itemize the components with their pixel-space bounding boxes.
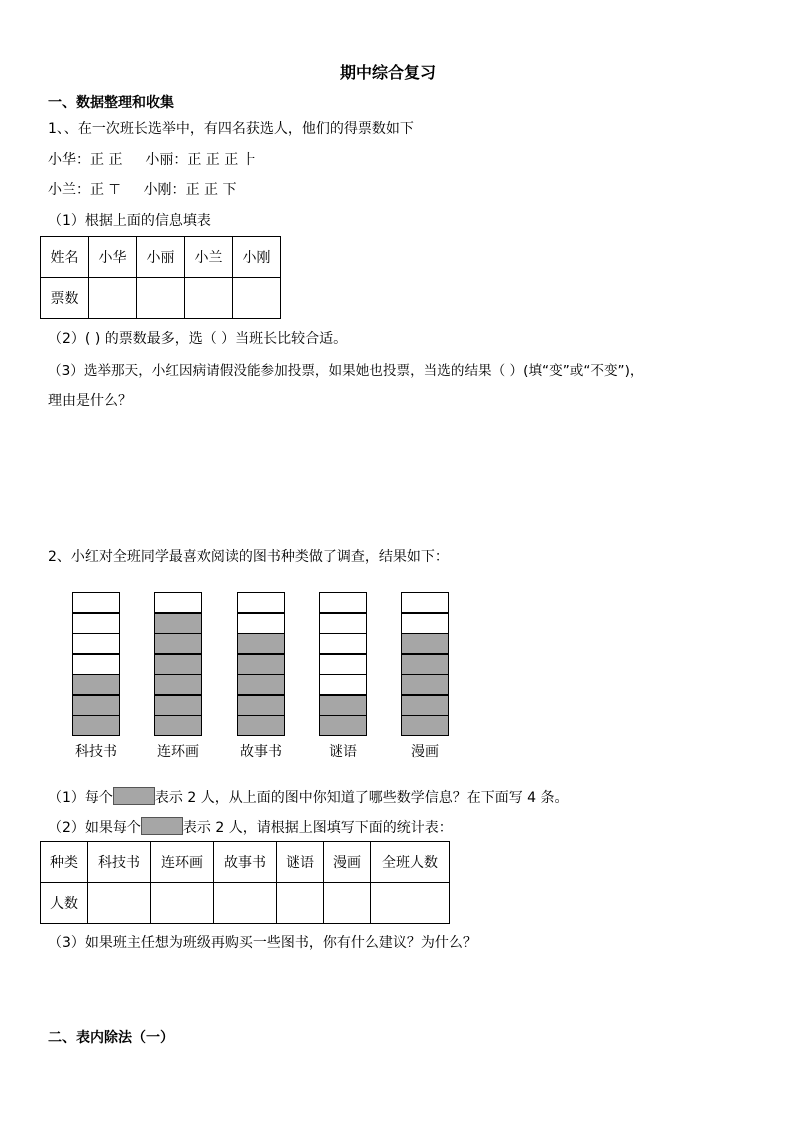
chart-bar-block-filled [154,695,202,716]
chart-bar-block-filled [237,674,285,695]
q2-part1 [48,787,569,807]
q2-part2-suffix: 表示 2 人，请根据上图填写下面的统计表： [182,820,453,836]
section-heading-1: 一、数据整理和收集 [48,95,174,111]
table-header-cell: 谜语 [277,842,324,883]
chart-bar-block-empty [237,613,285,634]
tally-marks: 正 正 下 [185,182,237,198]
answer-cell[interactable] [151,883,214,924]
chart-bar-block-filled [154,613,202,634]
chart-bar-block-empty [154,592,202,613]
q1-part1: （1）根据上面的信息填表 [48,213,211,229]
vote-table [40,236,281,319]
chart-bar-block-filled [319,715,367,736]
chart-bar-block-filled [154,674,202,695]
chart-bar-block-empty [72,592,120,613]
chart-bar-block-filled [401,654,449,675]
chart-bar-block-filled [237,715,285,736]
answer-cell[interactable] [214,883,277,924]
chart-bar-block-filled [72,695,120,716]
answer-cell[interactable] [371,883,450,924]
q2-part1-prefix: （1）每个 [48,790,113,806]
tally-marks: 正 正 正 ⺊ [187,152,257,168]
answer-cell[interactable] [137,278,185,319]
chart-bar-block-empty [401,592,449,613]
table-header-cell: 小兰 [185,237,233,278]
tally-marks: 正 ⊤ [90,182,121,198]
book-stats-table [40,841,450,924]
chart-bar-block-filled [237,695,285,716]
chart-bar-block-filled [154,633,202,654]
candidate-name: 小刚： [143,182,186,198]
answer-cell[interactable] [185,278,233,319]
chart-bar-block-filled [319,695,367,716]
q2-part1-suffix: 表示 2 人，从上面的图中你知道了哪些数学信息？在下面写 4 条。 [154,790,569,806]
chart-column [154,592,202,737]
answer-cell[interactable] [88,883,151,924]
chart-bar-block-empty [319,633,367,654]
chart-bar-block-empty [72,613,120,634]
chart-bar-block-filled [401,715,449,736]
chart-bar-block-filled [237,633,285,654]
chart-category-label: 漫画 [411,744,439,760]
chart-column [72,592,120,737]
table-header-cell: 全班人数 [371,842,450,883]
shaded-square-icon [141,817,183,835]
q1-part3: （3）选举那天，小红因病请假没能参加投票，如果她也投票，当选的结果（ ）(填“变”或“不变”)， [48,363,644,379]
table-header-cell: 姓名 [41,237,89,278]
table-header-cell: 小华 [89,237,137,278]
answer-cell[interactable] [89,278,137,319]
chart-category-label: 连环画 [157,744,199,760]
chart-bar-block-empty [319,654,367,675]
chart-bar-block-empty [319,592,367,613]
chart-category-label: 故事书 [240,744,282,760]
q2-part2 [48,817,453,837]
chart-bar-block-filled [72,715,120,736]
answer-cell[interactable] [233,278,281,319]
table-header-cell: 漫画 [324,842,371,883]
chart-column [319,592,367,737]
vote-line-2 [48,179,236,199]
chart-column [237,592,285,737]
chart-bar-block-filled [237,654,285,675]
chart-bar-block-filled [154,715,202,736]
vote-line-1 [48,149,257,169]
chart-category-label: 谜语 [329,744,357,760]
q2-part3: （3）如果班主任想为班级再购买一些图书，你有什么建议？为什么？ [48,935,477,951]
chart-bar-block-empty [401,613,449,634]
q1-intro: 1、、在一次班长选举中，有四名获选人，他们的得票数如下 [48,121,414,137]
page-title: 期中综合复习 [340,63,437,82]
shaded-square-icon [113,787,155,805]
chart-bar-block-empty [319,674,367,695]
chart-bar-block-empty [72,654,120,675]
table-header-cell: 种类 [41,842,88,883]
q1-part3-cont: 理由是什么？ [48,393,132,409]
table-header-cell: 科技书 [88,842,151,883]
answer-cell[interactable] [277,883,324,924]
tally-marks: 正 正 [90,152,123,168]
chart-bar-block-empty [72,633,120,654]
chart-bar-block-filled [401,633,449,654]
chart-bar-block-filled [72,674,120,695]
candidate-name: 小华： [48,152,90,168]
section-heading-2: 二、表内除法（一） [48,1030,174,1046]
chart-bar-block-empty [237,592,285,613]
candidate-name: 小丽： [145,152,188,168]
chart-bar-block-filled [401,674,449,695]
chart-category-label: 科技书 [75,744,117,760]
chart-column [401,592,449,737]
table-header-cell: 连环画 [151,842,214,883]
answer-cell[interactable] [324,883,371,924]
chart-bar-block-empty [319,613,367,634]
q2-intro: 2、小红对全班同学最喜欢阅读的图书种类做了调查，结果如下： [48,549,449,565]
table-row-label: 人数 [41,883,88,924]
table-header-cell: 小丽 [137,237,185,278]
candidate-name: 小兰： [48,182,90,198]
q2-part2-prefix: （2）如果每个 [48,820,141,836]
chart-bar-block-filled [401,695,449,716]
chart-bar-block-filled [154,654,202,675]
table-header-cell: 小刚 [233,237,281,278]
table-header-cell: 故事书 [214,842,277,883]
q1-part2: （2）( ) 的票数最多，选（ ）当班长比较合适。 [48,331,348,347]
table-row-label: 票数 [41,278,89,319]
